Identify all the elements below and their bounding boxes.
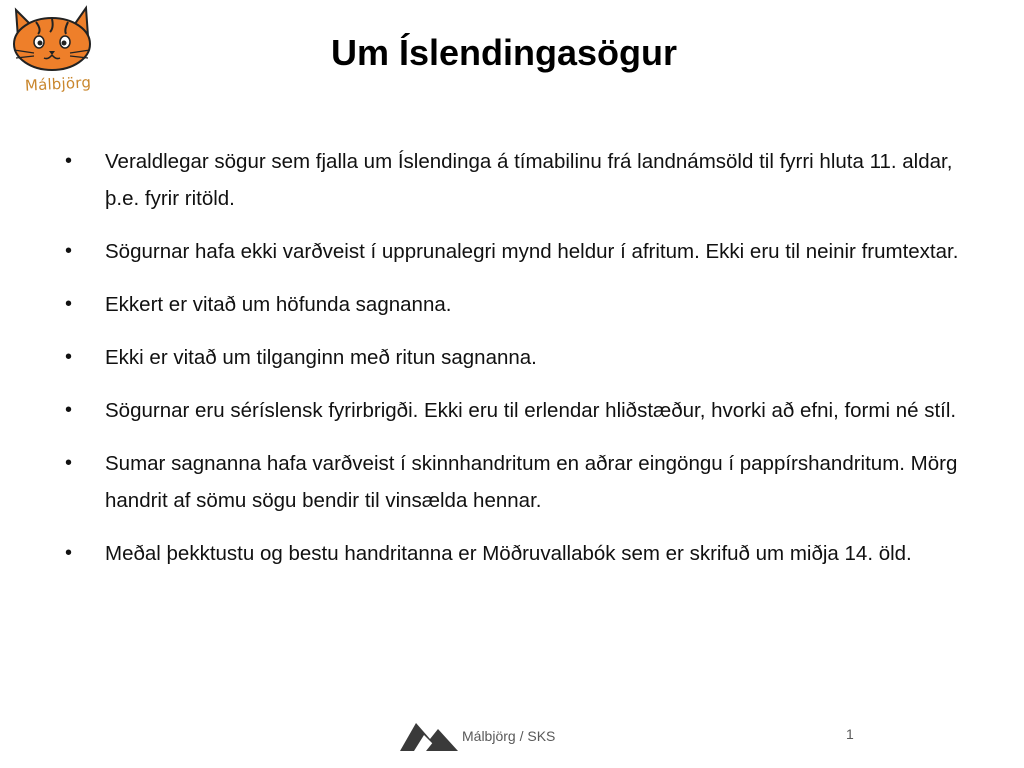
- bullet-text: Ekki er vitað um tilganginn með ritun sagnanna.: [105, 346, 537, 369]
- list-item: [65, 286, 965, 323]
- list-item: [65, 535, 965, 572]
- mountain-logo-icon: [400, 721, 458, 751]
- list-item: [65, 445, 965, 519]
- bullet-text: Sögurnar hafa ekki varðveist í upprunalegri mynd heldur í afritum. Ekki eru til neinir frumtextar.: [105, 240, 959, 263]
- page-number: 1: [846, 726, 854, 742]
- bullet-icon: •: [65, 293, 73, 315]
- bullet-text: Veraldlegar sögur sem fjalla um Íslendinga á tímabilinu frá landnámsöld til fyrri hluta 11. aldar, þ.e. fyrir ritöld.: [105, 150, 953, 210]
- bullet-icon: •: [65, 240, 73, 262]
- list-item: [65, 339, 965, 376]
- footer-text: Málbjörg / SKS: [462, 728, 556, 744]
- bullet-icon: •: [65, 399, 73, 421]
- bullet-text: Sögurnar eru séríslensk fyrirbrigði. Ekki eru til erlendar hliðstæður, hvorki að efni, formi né stíl.: [105, 399, 957, 422]
- bullet-text: Ekkert er vitað um höfunda sagnanna.: [105, 293, 452, 316]
- list-item: [65, 233, 965, 270]
- footer: [400, 720, 555, 752]
- bullet-icon: •: [65, 452, 73, 474]
- bullet-icon: •: [65, 346, 73, 368]
- bullet-icon: •: [65, 542, 73, 564]
- slide-title: Um Íslendingasögur: [330, 32, 678, 73]
- bullet-list: [65, 143, 965, 588]
- bullet-text: Meðal þekktustu og bestu handritanna er Möðruvallabók sem er skrifuð um miðja 14. öld.: [105, 542, 912, 565]
- logo-text: Málbjörg: [24, 73, 92, 95]
- list-item: [65, 392, 965, 429]
- bullet-icon: •: [65, 150, 73, 172]
- bullet-text: Sumar sagnanna hafa varðveist í skinnhandritum en aðrar eingöngu í pappírshandritum. Mörg handrit af sömu sögu bendir til vinsælda hennar.: [105, 452, 958, 512]
- list-item: [65, 143, 965, 217]
